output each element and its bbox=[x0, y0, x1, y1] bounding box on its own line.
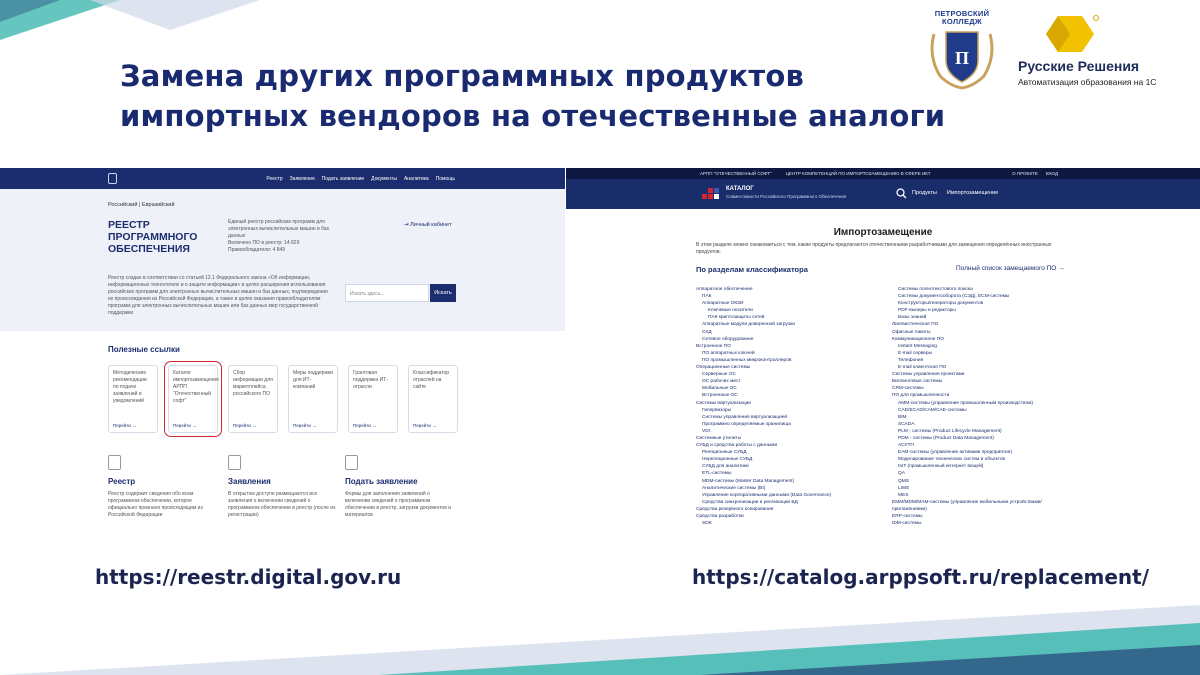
classifier-item[interactable]: IDM-системы bbox=[892, 521, 922, 527]
url-catalog[interactable]: https://catalog.arppsoft.ru/replacement/ bbox=[692, 565, 1150, 589]
classifier-item[interactable]: ПАК криптозащиты сетей bbox=[708, 315, 765, 321]
college-name-2: КОЛЛЕДЖ bbox=[942, 17, 982, 26]
feature-title[interactable]: Заявления bbox=[228, 477, 271, 486]
nav-item[interactable]: Документы bbox=[371, 175, 397, 182]
login-icon: ⇥ bbox=[404, 222, 411, 228]
card-text: Сбор информации для маркетплейса российского ПО bbox=[233, 370, 273, 397]
classifier-item[interactable]: Системы виртуализации bbox=[696, 400, 751, 406]
import-heading: Импортозамещение bbox=[833, 227, 933, 238]
card-text: Каталог импортозамещения АРПП "Отечественный софт" bbox=[173, 370, 219, 404]
classifier-item[interactable]: Биллинговые системы bbox=[892, 379, 943, 385]
nav-item[interactable]: Подать заявление bbox=[321, 175, 365, 182]
classifier-item[interactable]: ERP-системы bbox=[892, 514, 923, 519]
link-card[interactable] bbox=[108, 365, 158, 433]
menu-import[interactable]: Импортозамещение bbox=[946, 190, 999, 196]
import-intro: В этом разделе можно ознакомиться с тем, какие продукты предлагаются отечественными разработчиками для замещения определённых иностранных продуктов. bbox=[696, 242, 1052, 255]
classifier-item[interactable]: ПО аппаратных ключей bbox=[702, 350, 755, 356]
classifier-item[interactable]: Системы управления проектами bbox=[892, 372, 965, 378]
reestr-screenshot bbox=[0, 168, 565, 528]
classifier-column-2 bbox=[892, 286, 1042, 527]
card-text: Классификатор отраслей на сайте bbox=[413, 370, 450, 390]
cabinet-label: Личный кабинет bbox=[410, 222, 452, 228]
classifier-item[interactable]: MDM-системы (Master Data Management) bbox=[702, 478, 795, 484]
classifier-item[interactable]: Средства разработки bbox=[696, 514, 744, 519]
classifier-item[interactable]: QA bbox=[898, 471, 905, 477]
classifier-item[interactable]: AMM-системы (управление промышленным производством) bbox=[898, 400, 1034, 406]
reestr-hero bbox=[0, 189, 565, 331]
link-card[interactable] bbox=[408, 365, 458, 433]
classifier-item[interactable]: приложениями) bbox=[892, 506, 927, 512]
classifier-item[interactable]: Средства резервного копирования bbox=[696, 506, 774, 512]
reestr-heading: РЕЕСТР ПРОГРАММНОГО ОБЕСПЕЧЕНИЯ bbox=[108, 219, 198, 255]
catalog-menu bbox=[912, 190, 998, 196]
feature-reestr bbox=[108, 455, 218, 519]
classifier-item[interactable]: СУБД и средства работы с данными bbox=[696, 443, 778, 449]
nav-item[interactable]: Реестр bbox=[266, 175, 283, 182]
slide-title bbox=[120, 56, 1000, 136]
classifier-item[interactable]: СХД bbox=[702, 329, 712, 335]
feature-title[interactable]: Реестр bbox=[108, 477, 136, 486]
menu-products[interactable]: Продукты bbox=[912, 190, 937, 196]
rs-hexagon-icon bbox=[1040, 14, 1100, 54]
document-icon bbox=[108, 455, 121, 470]
classifier-item[interactable]: Системы документооборота (СЭД), ECM-системы bbox=[898, 294, 1010, 300]
classifier-item[interactable]: Аналитические системы (BI) bbox=[702, 485, 766, 491]
card-go-link[interactable]: Перейти → bbox=[293, 423, 317, 428]
nav-item[interactable]: Помощь bbox=[435, 175, 455, 182]
classifier-item[interactable]: MES bbox=[898, 492, 909, 498]
college-emblem-icon bbox=[926, 26, 998, 92]
classifier-item[interactable]: PDM - системы (Product Data Management) bbox=[898, 435, 994, 441]
classifier-item[interactable]: ПО для промышленности bbox=[892, 393, 950, 399]
classifier-title: По разделам классификатора bbox=[696, 265, 808, 274]
link-card[interactable] bbox=[228, 365, 278, 433]
classifier-item[interactable]: Лингвистическое ПО bbox=[892, 322, 939, 328]
classifier-item[interactable]: Реляционные СУБД bbox=[702, 450, 747, 456]
classifier-item[interactable]: E-mail клиентское ПО bbox=[898, 365, 947, 371]
svg-text:П: П bbox=[954, 48, 970, 68]
feature-submit bbox=[345, 455, 455, 519]
russkie-resheniya-logo bbox=[1018, 14, 1157, 94]
classifier-item[interactable]: Телефония bbox=[898, 357, 924, 363]
card-text: Методические рекомендации по подаче заявлений и уведомлений bbox=[113, 370, 147, 404]
classifier-item[interactable]: Аппаратные ОКЗИ bbox=[702, 301, 744, 307]
catalog-title[interactable]: КАТАЛОГ bbox=[726, 186, 754, 192]
catalog-header bbox=[566, 179, 1200, 209]
classifier-item[interactable]: СУБД для аналитики bbox=[702, 464, 749, 470]
classifier-item[interactable]: Системные утилиты bbox=[696, 435, 742, 441]
top-link-center[interactable]: ЦЕНТР КОМПЕТЕНЦИЙ ПО ИМПОРТОЗАМЕЩЕНИЮ В СФЕРЕ ИКТ bbox=[785, 171, 931, 176]
reestr-description: Единый реестр российских программ для электронных вычислительных машин и баз данных bbox=[228, 219, 329, 239]
url-reestr[interactable]: https://reestr.digital.gov.ru bbox=[95, 565, 402, 589]
classifier-item[interactable]: CAD/ECAD/CAM/CAE-системы bbox=[898, 407, 967, 413]
list-icon bbox=[228, 455, 241, 470]
classifier-item[interactable]: Системы управления виртуализацией bbox=[702, 414, 788, 420]
classifier-item[interactable]: Офисные пакеты bbox=[892, 329, 931, 335]
rs-name: Русские Решения bbox=[1018, 58, 1140, 74]
classifier-item[interactable]: Нереляционные СУБД bbox=[702, 457, 753, 463]
card-go-link[interactable]: Перейти → bbox=[233, 423, 257, 428]
gov-emblem-icon bbox=[108, 173, 117, 184]
rs-subtitle: Автоматизация образования на 1С bbox=[1018, 77, 1157, 87]
card-go-link[interactable]: Перейти → bbox=[413, 423, 437, 428]
classifier-item[interactable]: Моделирование технических систем и объектов bbox=[898, 457, 1006, 463]
classifier-item[interactable]: Коммуникационное ПО bbox=[892, 336, 944, 342]
reestr-nav bbox=[0, 168, 565, 189]
classifier-item[interactable]: CRM-системы bbox=[892, 386, 924, 392]
catalog-top-bar bbox=[566, 168, 1200, 179]
card-go-link[interactable]: Перейти → bbox=[173, 423, 197, 428]
classifier-item[interactable]: Ключевые носители bbox=[708, 308, 753, 314]
classifier-item[interactable]: Средства синхронизации и репликации БД bbox=[702, 499, 798, 505]
top-left-decoration bbox=[0, 0, 260, 46]
classifier-item[interactable]: LIMS bbox=[898, 485, 910, 491]
classifier-item[interactable]: VDI bbox=[702, 428, 710, 434]
classifier-item[interactable]: Аппаратное обеспечение bbox=[696, 287, 753, 292]
catalog-screenshot bbox=[566, 168, 1200, 528]
cabinet-link[interactable] bbox=[404, 222, 452, 228]
stats-software: Включено ПО в реестр: 14 829 bbox=[228, 240, 300, 246]
college-name-1: ПЕТРОВСКИЙ bbox=[934, 9, 990, 18]
classifier-item[interactable]: E-mail серверы bbox=[898, 350, 932, 356]
search-icon[interactable] bbox=[896, 188, 907, 199]
classifier-item[interactable]: EAM-системы (управление активами предприятия) bbox=[898, 450, 1012, 456]
classifier-item[interactable]: Встроенное ПО bbox=[696, 343, 731, 349]
reestr-paragraph: Реестр создан в соответствии со статьей 12.1 Федерального закона «Об информации, информационных технологиях и о защите информации» в целях расширения использования российских программ для электронных вычислительных машин и баз данных, подтверждения их происхождения из Российской Федерации, а также в целях оказания правообладателям программ для электронных вычислительных машин или баз данных мер государственной поддержки bbox=[108, 275, 328, 316]
feature-applications bbox=[228, 455, 338, 519]
about-link[interactable]: О ПРОЕКТЕ bbox=[1012, 171, 1038, 176]
catalog-subtitle: Совместимости Российского Программного Обеспечения bbox=[726, 194, 847, 199]
feature-text: В открытом доступе размещаются все заявления о включении сведений о программном обеспечении в реестр (после их регистрации) bbox=[228, 491, 336, 518]
classifier-item[interactable]: ОС рабочих мест bbox=[702, 379, 741, 385]
top-link-arpp[interactable]: АРПП "ОТЕЧЕСТВЕННЫЙ СОФТ" bbox=[700, 171, 772, 176]
classifier-item[interactable]: BIM bbox=[898, 414, 907, 420]
language-switch[interactable]: Российский | Евразийский bbox=[108, 202, 175, 208]
link-card[interactable] bbox=[288, 365, 338, 433]
full-list-link[interactable]: Полный список замещаемого ПО → bbox=[956, 265, 1065, 272]
login-link[interactable]: ВХОД bbox=[1045, 171, 1058, 176]
reestr-stats bbox=[228, 240, 348, 254]
classifier-item[interactable]: PLM - системы (Product Lifecycle Management) bbox=[898, 428, 1002, 434]
nav-item[interactable]: Аналитика bbox=[403, 175, 429, 182]
classifier-item[interactable]: АСУТП bbox=[898, 443, 914, 449]
classifier-item[interactable]: ПАК bbox=[702, 294, 712, 300]
classifier-item[interactable]: Гипервизоры bbox=[702, 407, 732, 413]
classifier-item[interactable]: Операционные системы bbox=[696, 365, 751, 371]
classifier-item[interactable]: Конструкторы/генераторы документов bbox=[898, 301, 984, 307]
title-line-2: импортных вендоров на отечественные аналоги bbox=[120, 99, 946, 133]
search-input[interactable]: Искать здесь... bbox=[345, 284, 429, 302]
classifier-item[interactable]: Мобильные ОС bbox=[702, 386, 737, 392]
classifier-item[interactable]: ПО промышленных микроконтроллеров bbox=[702, 357, 792, 363]
card-go-link[interactable]: Перейти → bbox=[113, 423, 137, 428]
catalog-logo-icon bbox=[702, 186, 722, 200]
classifier-item[interactable]: ETL-системы bbox=[702, 471, 732, 477]
classifier-item[interactable]: Instant Messaging bbox=[898, 343, 937, 349]
nav-item[interactable]: Заявления bbox=[289, 175, 315, 182]
petrovsky-college-logo bbox=[926, 10, 998, 94]
classifier-item[interactable]: Программно определяемые хранилища bbox=[702, 421, 791, 427]
classifier-item[interactable]: IIoT (промышленный интернет вещей) bbox=[898, 464, 984, 470]
classifier-column-1 bbox=[696, 286, 831, 527]
classifier-item[interactable]: PDF-вьюеры и редакторы bbox=[898, 308, 956, 314]
classifier-item[interactable]: Серверные ОС bbox=[702, 372, 736, 378]
title-line-1: Замена других программных продуктов bbox=[120, 59, 805, 93]
classifier-item[interactable]: SDK bbox=[702, 521, 712, 527]
classifier-item[interactable]: QMS bbox=[898, 478, 909, 484]
classifier-item[interactable]: Встроенные ОС bbox=[702, 393, 738, 399]
classifier-item[interactable]: EMM/MDM/MAM-системы (управление мобильными устройствами/ bbox=[892, 499, 1042, 505]
classifier-item[interactable]: SCADA bbox=[898, 421, 915, 427]
bottom-decoration bbox=[0, 565, 1200, 675]
feature-text: Формы для заполнения заявлений о включении сведений о программном обеспечении в реестр, загрузки документов и материалов bbox=[345, 491, 452, 518]
useful-links-title: Полезные ссылки bbox=[108, 345, 180, 354]
link-card-highlighted[interactable] bbox=[168, 365, 218, 433]
search-button[interactable]: Искать bbox=[430, 284, 456, 302]
edit-icon bbox=[345, 455, 358, 470]
classifier-item[interactable]: Системы полнотекстового поиска bbox=[898, 287, 973, 292]
stats-owners: Правообладатели: 4 849 bbox=[228, 247, 286, 253]
card-go-link[interactable]: Перейти → bbox=[353, 423, 377, 428]
card-text: Меры поддержки для ИТ-компаний bbox=[293, 370, 333, 390]
feature-title[interactable]: Подать заявление bbox=[345, 477, 418, 486]
card-text: Грантовая поддержка ИТ-отрасли bbox=[353, 370, 388, 390]
classifier-item[interactable]: Аппаратные модули доверенной загрузки bbox=[702, 322, 795, 328]
classifier-item[interactable]: Сетевое оборудование bbox=[702, 336, 754, 342]
classifier-item[interactable]: Базы знаний bbox=[898, 315, 927, 321]
feature-text: Реестр содержит сведения обо всем программном обеспечении, которое официально признано происходящим из Российской Федерации bbox=[108, 491, 203, 518]
link-card[interactable] bbox=[348, 365, 398, 433]
classifier-item[interactable]: Управление корпоративными данными (Data Governance) bbox=[702, 492, 832, 498]
